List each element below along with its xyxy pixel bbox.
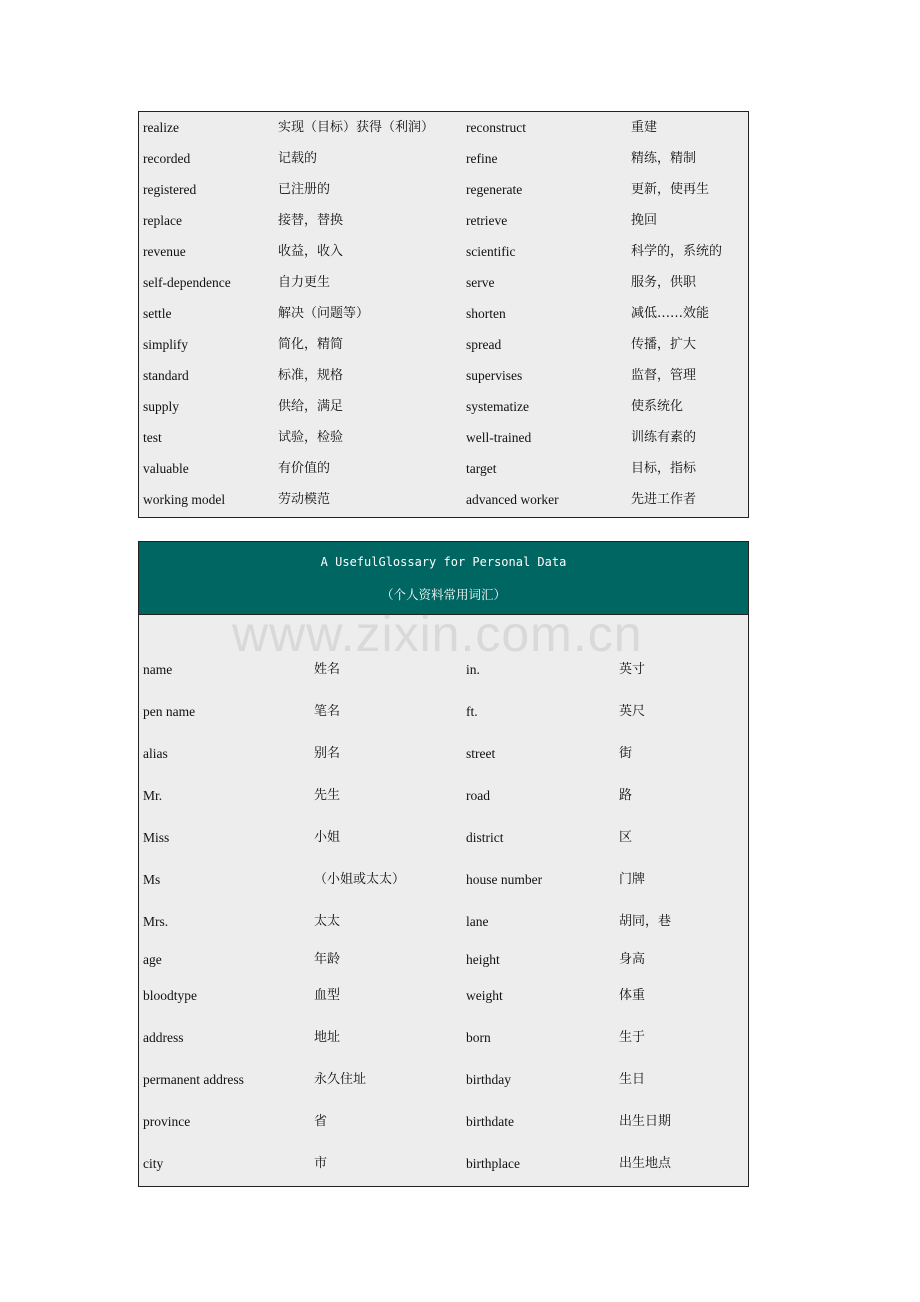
english-term: pen name xyxy=(143,704,196,719)
chinese-translation: 太太 xyxy=(314,914,341,929)
english-term: recorded xyxy=(143,151,191,166)
table-row xyxy=(139,912,748,932)
table-row xyxy=(139,828,748,848)
english-term: supervises xyxy=(466,368,523,383)
table-row xyxy=(139,242,748,262)
chinese-translation: 市 xyxy=(314,1156,328,1171)
english-term: house number xyxy=(466,872,543,887)
english-term: serve xyxy=(466,275,495,290)
table-row xyxy=(139,149,748,169)
chinese-translation: 接替，替换 xyxy=(278,213,344,228)
table-row xyxy=(139,786,748,806)
english-term: Mrs. xyxy=(143,914,169,929)
table-row xyxy=(139,1154,748,1174)
english-term: permanent address xyxy=(143,1072,244,1087)
chinese-translation: 实现（目标）获得（利润） xyxy=(278,120,435,135)
english-term: target xyxy=(466,461,497,476)
chinese-translation: 服务，供职 xyxy=(631,275,697,290)
chinese-translation: 出生地点 xyxy=(619,1156,672,1171)
english-term: advanced worker xyxy=(466,492,559,507)
table-row xyxy=(139,744,748,764)
chinese-translation: 别名 xyxy=(314,746,341,761)
english-term: refine xyxy=(466,151,498,166)
english-term: simplify xyxy=(143,337,189,352)
table-row xyxy=(139,870,748,890)
chinese-translation: 姓名 xyxy=(314,662,341,677)
table-row xyxy=(139,118,748,138)
table-row xyxy=(139,950,748,970)
chinese-translation: 门牌 xyxy=(619,872,646,887)
chinese-translation: 更新，使再生 xyxy=(631,182,710,197)
chinese-translation: 体重 xyxy=(619,988,646,1003)
english-term: age xyxy=(143,952,162,967)
english-term: Ms xyxy=(143,872,161,887)
english-term: birthday xyxy=(466,1072,511,1087)
table-row xyxy=(139,1070,748,1090)
chinese-translation: 自力更生 xyxy=(278,275,331,290)
table-row xyxy=(139,1028,748,1048)
english-term: address xyxy=(143,1030,184,1045)
english-term: reconstruct xyxy=(466,120,526,135)
english-term: scientific xyxy=(466,244,516,259)
chinese-translation: 减低……效能 xyxy=(631,306,710,321)
english-term: ft. xyxy=(466,704,478,719)
english-term: regenerate xyxy=(466,182,523,197)
english-term: Mr. xyxy=(143,788,163,803)
chinese-translation: 有价值的 xyxy=(278,461,331,476)
english-term: working model xyxy=(143,492,226,507)
table-row xyxy=(139,180,748,200)
chinese-translation: 解决（问题等） xyxy=(278,306,370,321)
chinese-translation: 英尺 xyxy=(619,704,646,719)
english-term: self-dependence xyxy=(143,275,231,290)
chinese-translation: 出生日期 xyxy=(619,1114,672,1129)
chinese-translation: 试验，检验 xyxy=(278,430,344,445)
english-term: registered xyxy=(143,182,197,197)
english-term: Miss xyxy=(143,830,170,845)
table-row xyxy=(139,702,748,722)
english-term: valuable xyxy=(143,461,189,476)
chinese-translation: 重建 xyxy=(631,120,658,135)
chinese-translation: 街 xyxy=(619,746,633,761)
english-term: province xyxy=(143,1114,191,1129)
table-row xyxy=(139,986,748,1006)
glossary-table-2 xyxy=(138,541,749,1187)
chinese-translation: 先生 xyxy=(314,788,341,803)
chinese-translation: 永久住址 xyxy=(314,1072,367,1087)
chinese-translation: 供给，满足 xyxy=(278,399,344,414)
chinese-translation: 区 xyxy=(619,830,633,845)
table-row xyxy=(139,366,748,386)
english-term: birthplace xyxy=(466,1156,520,1171)
chinese-translation: 生日 xyxy=(619,1072,646,1087)
table-row xyxy=(139,490,748,510)
chinese-translation: 精练，精制 xyxy=(631,151,697,166)
chinese-translation: 监督，管理 xyxy=(631,368,697,383)
chinese-translation: 胡同，巷 xyxy=(619,914,672,929)
table-row xyxy=(139,459,748,479)
table-row xyxy=(139,211,748,231)
english-term: replace xyxy=(143,213,182,228)
glossary-subtitle: （个人资料常用词汇） xyxy=(380,587,506,602)
glossary-title: A UsefulGlossary for Personal Data xyxy=(320,555,567,569)
chinese-translation: 训练有素的 xyxy=(631,430,697,445)
chinese-translation: 简化，精简 xyxy=(278,337,344,352)
english-term: road xyxy=(466,788,490,803)
english-term: supply xyxy=(143,399,180,414)
english-term: bloodtype xyxy=(143,988,197,1003)
english-term: city xyxy=(143,1156,164,1171)
chinese-translation: （小姐或太太） xyxy=(314,872,406,887)
table-row xyxy=(139,428,748,448)
chinese-translation: 挽回 xyxy=(631,213,658,228)
english-term: settle xyxy=(143,306,172,321)
chinese-translation: 生于 xyxy=(619,1030,646,1045)
table-row xyxy=(139,273,748,293)
chinese-translation: 身高 xyxy=(619,952,646,967)
english-term: well-trained xyxy=(466,430,532,445)
chinese-translation: 血型 xyxy=(314,988,341,1003)
table-row xyxy=(139,335,748,355)
table-row xyxy=(139,1112,748,1132)
chinese-translation: 科学的，系统的 xyxy=(631,244,723,259)
chinese-translation: 已注册的 xyxy=(278,182,331,197)
chinese-translation: 传播，扩大 xyxy=(631,337,697,352)
english-term: retrieve xyxy=(466,213,508,228)
english-term: height xyxy=(466,952,500,967)
english-term: systematize xyxy=(466,399,529,414)
glossary-header xyxy=(139,542,748,615)
english-term: born xyxy=(466,1030,491,1045)
chinese-translation: 标准，规格 xyxy=(278,368,344,383)
english-term: spread xyxy=(466,337,502,352)
chinese-translation: 地址 xyxy=(314,1030,341,1045)
chinese-translation: 笔名 xyxy=(314,704,341,719)
english-term: realize xyxy=(143,120,179,135)
chinese-translation: 先进工作者 xyxy=(631,492,697,507)
english-term: birthdate xyxy=(466,1114,514,1129)
chinese-translation: 路 xyxy=(619,788,633,803)
chinese-translation: 收益，收入 xyxy=(278,244,344,259)
english-term: weight xyxy=(466,988,503,1003)
english-term: alias xyxy=(143,746,168,761)
chinese-translation: 省 xyxy=(314,1114,328,1129)
english-term: in. xyxy=(466,662,480,677)
english-term: name xyxy=(143,662,173,677)
chinese-translation: 小姐 xyxy=(314,830,341,845)
chinese-translation: 使系统化 xyxy=(631,399,684,414)
english-term: revenue xyxy=(143,244,186,259)
english-term: test xyxy=(143,430,162,445)
chinese-translation: 英寸 xyxy=(619,662,646,677)
table-row xyxy=(139,660,748,680)
english-term: district xyxy=(466,830,504,845)
chinese-translation: 年龄 xyxy=(314,952,341,967)
english-term: lane xyxy=(466,914,489,929)
english-term: standard xyxy=(143,368,189,383)
table-row xyxy=(139,397,748,417)
glossary-table-1 xyxy=(138,111,749,518)
english-term: shorten xyxy=(466,306,506,321)
table-row xyxy=(139,304,748,324)
english-term: street xyxy=(466,746,496,761)
chinese-translation: 目标，指标 xyxy=(631,461,697,476)
chinese-translation: 劳动模范 xyxy=(278,492,331,507)
chinese-translation: 记载的 xyxy=(278,151,318,166)
